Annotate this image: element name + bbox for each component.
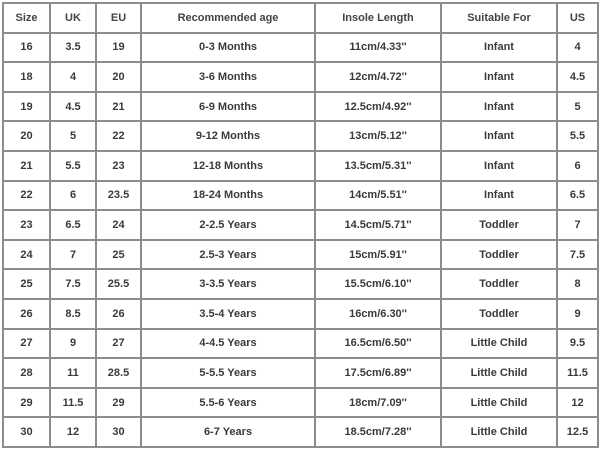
cell-size: 25: [3, 269, 50, 299]
cell-suitable-for: Toddler: [441, 299, 557, 329]
table-row: [3, 210, 598, 240]
cell-uk: 11: [50, 358, 96, 388]
cell-suitable-for: Toddler: [441, 240, 557, 270]
cell-eu: 28.5: [96, 358, 141, 388]
cell-uk: 7.5: [50, 269, 96, 299]
cell-eu: 30: [96, 417, 141, 447]
cell-insole-length: 13cm/5.12'': [315, 121, 441, 151]
cell-eu: 26: [96, 299, 141, 329]
cell-recommended-age: 6-9 Months: [141, 92, 315, 122]
cell-insole-length: 16cm/6.30'': [315, 299, 441, 329]
table-row: [3, 329, 598, 359]
cell-recommended-age: 18-24 Months: [141, 181, 315, 211]
table-row: [3, 121, 598, 151]
cell-uk: 8.5: [50, 299, 96, 329]
cell-uk: 5: [50, 121, 96, 151]
cell-recommended-age: 6-7 Years: [141, 417, 315, 447]
table-body: [3, 33, 598, 447]
cell-uk: 11.5: [50, 388, 96, 418]
cell-us: 12.5: [557, 417, 598, 447]
cell-recommended-age: 5.5-6 Years: [141, 388, 315, 418]
cell-suitable-for: Little Child: [441, 417, 557, 447]
cell-suitable-for: Infant: [441, 121, 557, 151]
cell-suitable-for: Little Child: [441, 358, 557, 388]
cell-size: 21: [3, 151, 50, 181]
cell-us: 7.5: [557, 240, 598, 270]
cell-size: 30: [3, 417, 50, 447]
table-row: [3, 417, 598, 447]
size-chart-container: [2, 2, 597, 448]
cell-us: 11.5: [557, 358, 598, 388]
column-header-us: US: [557, 3, 598, 33]
cell-eu: 24: [96, 210, 141, 240]
cell-us: 12: [557, 388, 598, 418]
cell-recommended-age: 9-12 Months: [141, 121, 315, 151]
cell-size: 19: [3, 92, 50, 122]
table-row: [3, 299, 598, 329]
cell-eu: 25: [96, 240, 141, 270]
cell-size: 22: [3, 181, 50, 211]
cell-eu: 21: [96, 92, 141, 122]
cell-uk: 6: [50, 181, 96, 211]
header-row: [3, 3, 598, 33]
cell-eu: 19: [96, 33, 141, 63]
cell-us: 6: [557, 151, 598, 181]
column-header-suitable-for: Suitable For: [441, 3, 557, 33]
cell-suitable-for: Toddler: [441, 269, 557, 299]
cell-uk: 4: [50, 62, 96, 92]
size-chart-table: [2, 2, 599, 448]
table-row: [3, 240, 598, 270]
cell-size: 23: [3, 210, 50, 240]
cell-insole-length: 13.5cm/5.31'': [315, 151, 441, 181]
cell-insole-length: 15.5cm/6.10'': [315, 269, 441, 299]
table-row: [3, 33, 598, 63]
cell-insole-length: 12cm/4.72'': [315, 62, 441, 92]
cell-suitable-for: Little Child: [441, 329, 557, 359]
cell-suitable-for: Infant: [441, 33, 557, 63]
cell-size: 24: [3, 240, 50, 270]
cell-recommended-age: 0-3 Months: [141, 33, 315, 63]
cell-insole-length: 17.5cm/6.89'': [315, 358, 441, 388]
cell-suitable-for: Infant: [441, 151, 557, 181]
cell-uk: 12: [50, 417, 96, 447]
cell-insole-length: 11cm/4.33'': [315, 33, 441, 63]
cell-us: 5.5: [557, 121, 598, 151]
cell-recommended-age: 3.5-4 Years: [141, 299, 315, 329]
cell-us: 6.5: [557, 181, 598, 211]
cell-uk: 9: [50, 329, 96, 359]
column-header-recommended-age: Recommended age: [141, 3, 315, 33]
cell-uk: 3.5: [50, 33, 96, 63]
table-row: [3, 62, 598, 92]
cell-size: 16: [3, 33, 50, 63]
cell-recommended-age: 2-2.5 Years: [141, 210, 315, 240]
cell-eu: 22: [96, 121, 141, 151]
cell-suitable-for: Infant: [441, 181, 557, 211]
table-row: [3, 269, 598, 299]
cell-eu: 20: [96, 62, 141, 92]
cell-eu: 25.5: [96, 269, 141, 299]
cell-uk: 4.5: [50, 92, 96, 122]
cell-recommended-age: 5-5.5 Years: [141, 358, 315, 388]
cell-size: 20: [3, 121, 50, 151]
cell-suitable-for: Toddler: [441, 210, 557, 240]
cell-us: 9: [557, 299, 598, 329]
cell-us: 8: [557, 269, 598, 299]
cell-us: 5: [557, 92, 598, 122]
cell-suitable-for: Little Child: [441, 388, 557, 418]
cell-eu: 29: [96, 388, 141, 418]
table-row: [3, 388, 598, 418]
cell-suitable-for: Infant: [441, 92, 557, 122]
column-header-insole-length: Insole Length: [315, 3, 441, 33]
cell-insole-length: 15cm/5.91'': [315, 240, 441, 270]
table-row: [3, 151, 598, 181]
cell-us: 4.5: [557, 62, 598, 92]
cell-size: 28: [3, 358, 50, 388]
cell-insole-length: 18cm/7.09'': [315, 388, 441, 418]
table-row: [3, 358, 598, 388]
cell-insole-length: 16.5cm/6.50'': [315, 329, 441, 359]
cell-eu: 27: [96, 329, 141, 359]
cell-eu: 23: [96, 151, 141, 181]
cell-suitable-for: Infant: [441, 62, 557, 92]
cell-insole-length: 18.5cm/7.28'': [315, 417, 441, 447]
cell-insole-length: 14.5cm/5.71'': [315, 210, 441, 240]
column-header-uk: UK: [50, 3, 96, 33]
column-header-eu: EU: [96, 3, 141, 33]
cell-size: 26: [3, 299, 50, 329]
cell-us: 7: [557, 210, 598, 240]
cell-eu: 23.5: [96, 181, 141, 211]
table-header: [3, 3, 598, 33]
cell-recommended-age: 3-6 Months: [141, 62, 315, 92]
cell-recommended-age: 2.5-3 Years: [141, 240, 315, 270]
cell-uk: 5.5: [50, 151, 96, 181]
cell-insole-length: 12.5cm/4.92'': [315, 92, 441, 122]
cell-recommended-age: 4-4.5 Years: [141, 329, 315, 359]
cell-uk: 6.5: [50, 210, 96, 240]
cell-us: 4: [557, 33, 598, 63]
cell-uk: 7: [50, 240, 96, 270]
cell-insole-length: 14cm/5.51'': [315, 181, 441, 211]
cell-size: 18: [3, 62, 50, 92]
cell-size: 27: [3, 329, 50, 359]
cell-recommended-age: 12-18 Months: [141, 151, 315, 181]
table-row: [3, 181, 598, 211]
table-row: [3, 92, 598, 122]
cell-size: 29: [3, 388, 50, 418]
cell-recommended-age: 3-3.5 Years: [141, 269, 315, 299]
cell-us: 9.5: [557, 329, 598, 359]
column-header-size: Size: [3, 3, 50, 33]
